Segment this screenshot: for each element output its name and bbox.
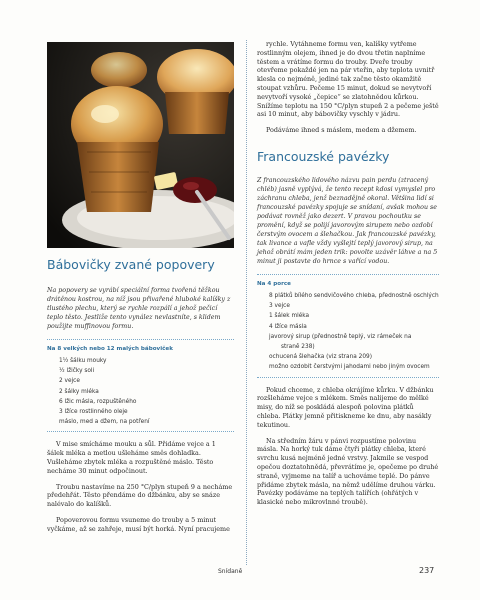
page-number: 237 [419,566,435,575]
method-paragraph: V mise smícháme mouku a sůl. Přidáme vejce a 1 šálek mléka a metlou ušleháme směs dohladka. Vušleháme zbytek mléka a rozpuštěné máslo. Těsto necháme 30 minut odpočinout. [47,440,216,475]
servings-label: Na 8 velkých nebo 12 malých báboviček [47,346,173,352]
ingredient-item: javorový sirup (přednostně teplý, viz rámeček na [269,333,412,340]
right-column [257,40,439,514]
method-paragraph: Podáváme ihned s máslem, medem a džemem. [266,126,417,135]
recipe-intro: Na popovery se vyrábí speciální forma tvořená těžkou drátěnou kostrou, na níž jsou přivařené hluboké kalíšky z tlustého plechu, který se rychle rozpálí a jehož pečicí teplo těsto. Jestliže tento vynález nevlastníte, s klidem použijte muffinovou formu. [47,287,231,330]
ingredient-item: 6 lžic másla, rozpuštěného [59,398,137,405]
ingredient-item: ½ lžičky soli [59,368,95,375]
muffins-photo [47,42,234,248]
column-divider [246,40,247,565]
method-text [257,386,439,507]
ingredient-item: 1½ šálku mouky [59,358,107,364]
recipe-title-french-toast: Francouzské pavézky [257,148,390,164]
method-paragraph: Popoverovou formu vsuneme do trouby a 5 minut vyčkáme, až se zahřeje, musí být horká. Nyní pracujeme [47,516,230,533]
ingredient-item: 4 lžíce másla [269,323,307,330]
ingredients-list [47,356,234,427]
method-text-continued [257,40,439,135]
ingredient-item: 1 šálek mléka [269,313,310,320]
ingredient-item: 2 vejce [59,378,80,385]
ingredient-item: máslo, med a džem, na potření [59,419,150,426]
ingredients-box [47,339,234,432]
ingredients-list [257,291,439,373]
method-paragraph: rychle. Vytáhneme formu ven, kalíšky vytřeme rostlinným olejem, ihned je do dvou třetin naplníme těstem a vrátíme formu do trouby. Dveře trouby otevřeme pokaždé jen na pár vteřin, aby teplota uvnitř klesla co nejméně, jediné tak začne těsto okamžitě stoupat vzhůru. Pečeme 15 minut, dokud se nevytvoří nevytvoří vysoké „čepice“ se zlatohnědou kůrkou. Snížíme teplotu na 150 °C/plyn stupeň 2 a pečeme ještě asi 10 minut, aby bábovičky vyschly v jádru. [257,40,439,119]
ingredient-item: 3 lžíce rostlinného oleje [59,409,128,416]
ingredient-item: ochucená šlehačka (viz strana 209) [269,354,372,361]
method-paragraph: Na středním žáru v pánvi rozpustíme polovinu másla. Na horký tuk dáme čtyři plátky chleba, které svrchu kusá nejméně jedné vrstvy. Jakmile se vespod opečou doztatohnědá, převrátíme je, opečeme po druhé straně, vyjmeme na talíř a uchováme teplé. Do pánve přidáme zbytek másla, na němž udělíme druhou várku. Pavézky podáváme na teplých talířích (ohřátých v klasické nebo mikrovlnné troubě). [257,436,439,507]
recipe-intro: Z francouzského lidového názvu pain perdu (ztracený chléb) jasně vyplývá, že tento recept kdosi vymyslel pro záchranu chleba, jenž beznadějně okoral. Většina lidí si francouzské pavézky spojuje se snídaní, avšak mohou se podávat rovněž jako dezert. V pravou pochoutku se promění, když se polijí javorovým sirupem nebo ozdobí čerstvým ovocem a šlehačkou. Jak francouzské pavézky, tak livance a vafle vždy vyšlejtí teplý javorový sirup, na jehož obrátí mám jeden trik: povolte uzávěr láhve a na 5 minut ji postavte do hrnce s vařící vodou. [257,176,438,265]
method-text [47,440,234,533]
ingredient-item: 2 šálky mléka [59,388,99,395]
method-paragraph: Pokud chceme, z chleba okrájíme kůrku. V džbánku rozšleháme vejce s mlékem. Směs nalijeme do mělké misy, do níž se poskládá alespoň polovina plátků chleba. Plátky jemně přitiskneme ke dnu, aby nasákly tekutinou. [257,385,434,429]
left-column [47,255,234,541]
ingredient-item: 8 plátků bílého sendvičového chleba, přednostně oschlých [269,292,439,299]
ingredient-item: možno ozdobit čerstvými jahodami nebo jiným ovocem [269,364,430,371]
recipe-title-popovers: Bábovičky zvané popovery [47,257,215,272]
method-paragraph: Troubu nastavíme na 250 °C/plyn stupeň 9 a necháme předehřát. Těsto přendáme do džbánku, aby se snáze nalévalo do kalíšků. [47,482,233,509]
ingredient-item: 3 vejce [269,303,290,310]
ingredients-box [257,274,439,378]
servings-label: Na 4 porce [257,280,291,287]
ingredient-item: straně 238) [281,343,315,350]
section-footer: Snídaně [218,568,243,575]
